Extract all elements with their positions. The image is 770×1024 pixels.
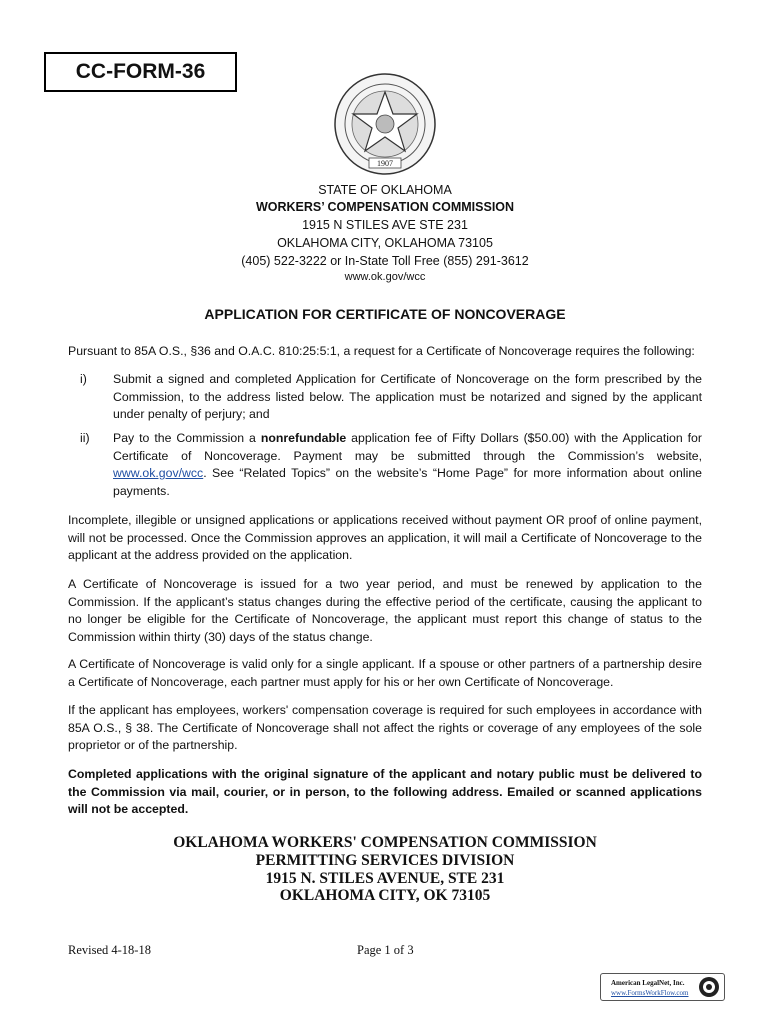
state-seal-icon xyxy=(333,72,437,176)
nonrefundable-text: nonrefundable xyxy=(260,431,347,445)
list-text: Submit a signed and completed Application for Certificate of Noncoverage on the form prescribed by the Commission, to the address listed below. The application must be notarized and signed by the applicant under penalty of perjury; and xyxy=(113,372,702,422)
mailing-address xyxy=(0,834,770,905)
page-title: APPLICATION FOR CERTIFICATE OF NONCOVERAGE xyxy=(204,306,566,322)
website-link[interactable]: www.ok.gov/wcc xyxy=(113,466,204,481)
revision-date: Revised 4-18-18 xyxy=(68,943,151,957)
address-line: OKLAHOMA WORKERS' COMPENSATION COMMISSION xyxy=(173,834,597,851)
header-agency: WORKERS’ COMPENSATION COMMISSION xyxy=(255,200,515,214)
paragraph-processing: Incomplete, illegible or unsigned applications or applications received without payment OR proof of online payment, will not be processed. Once the Commission approves an application, it will mail a Certificate of Noncoverage to the applicant at the address provided on the application. xyxy=(68,513,702,563)
publisher-link[interactable]: www.FormsWorkFlow.com xyxy=(611,989,689,997)
publisher-badge[interactable] xyxy=(600,973,725,1001)
address-line: OKLAHOMA CITY, OK 73105 xyxy=(279,887,491,905)
header-street: 1915 N STILES AVE STE 231 xyxy=(302,218,468,232)
publisher-name: American LegalNet, Inc. xyxy=(611,979,685,987)
list-number: ii) xyxy=(80,431,90,445)
list-text: Pay to the Commission a nonrefundable application fee of Fifty Dollars ($50.00) with the Application for Certificate of Noncoverage. Payment may be submitted through the Commission’s website, www.ok.gov/wcc. See “Related Topics” on the website’s “Home Page” for more information about online payments. xyxy=(113,431,702,498)
legalnet-logo-icon xyxy=(698,976,720,998)
paragraph-employees: If the applicant has employees, workers' compensation coverage is required for such employees in accordance with 85A O.S., § 38. The Certificate of Noncoverage shall not affect the rights or coverage of any employees of the sole proprietor or of the partnership. xyxy=(68,703,702,753)
form-id-box: CC-FORM-36 xyxy=(44,52,237,92)
paragraph-single-applicant: A Certificate of Noncoverage is valid only for a single applicant. If a spouse or other partners of a partnership desire a Certificate of Noncoverage, each partner must apply for his or her own Certificate of Noncoverage. xyxy=(68,657,702,689)
header-state: STATE OF OKLAHOMA xyxy=(318,183,452,197)
page-number: Page 1 of 3 xyxy=(357,943,414,957)
header-phone: (405) 522-3222 or In-State Toll Free (855) 291-3612 xyxy=(241,254,529,268)
address-line: 1915 N. STILES AVENUE, STE 231 xyxy=(265,869,505,887)
list-number: i) xyxy=(80,372,87,386)
intro-paragraph: Pursuant to 85A O.S., §36 and O.A.C. 810:25:5:1, a request for a Certificate of Noncoverage requires the following: xyxy=(68,344,695,358)
header-website: www.ok.gov/wcc xyxy=(344,271,426,283)
paragraph-validity-period: A Certificate of Noncoverage is issued for a two year period, and must be renewed by application to the Commission. If the applicant’s status changes during the effective period of the certificate, causing the applicant to no longer be eligible for the Certificate of Noncoverage, the applicant must report this change of status to the Commission within thirty (30) days of the status change. xyxy=(68,577,702,644)
address-line: PERMITTING SERVICES DIVISION xyxy=(255,851,515,869)
paragraph-delivery: Completed applications with the original signature of the applicant and notary public must be delivered to the Commission via mail, courier, or in person, to the following address. Emailed or scanned applications will not be accepted. xyxy=(68,767,702,817)
header-city: OKLAHOMA CITY, OKLAHOMA 73105 xyxy=(277,236,493,250)
seal-year: 1907 xyxy=(377,159,393,168)
